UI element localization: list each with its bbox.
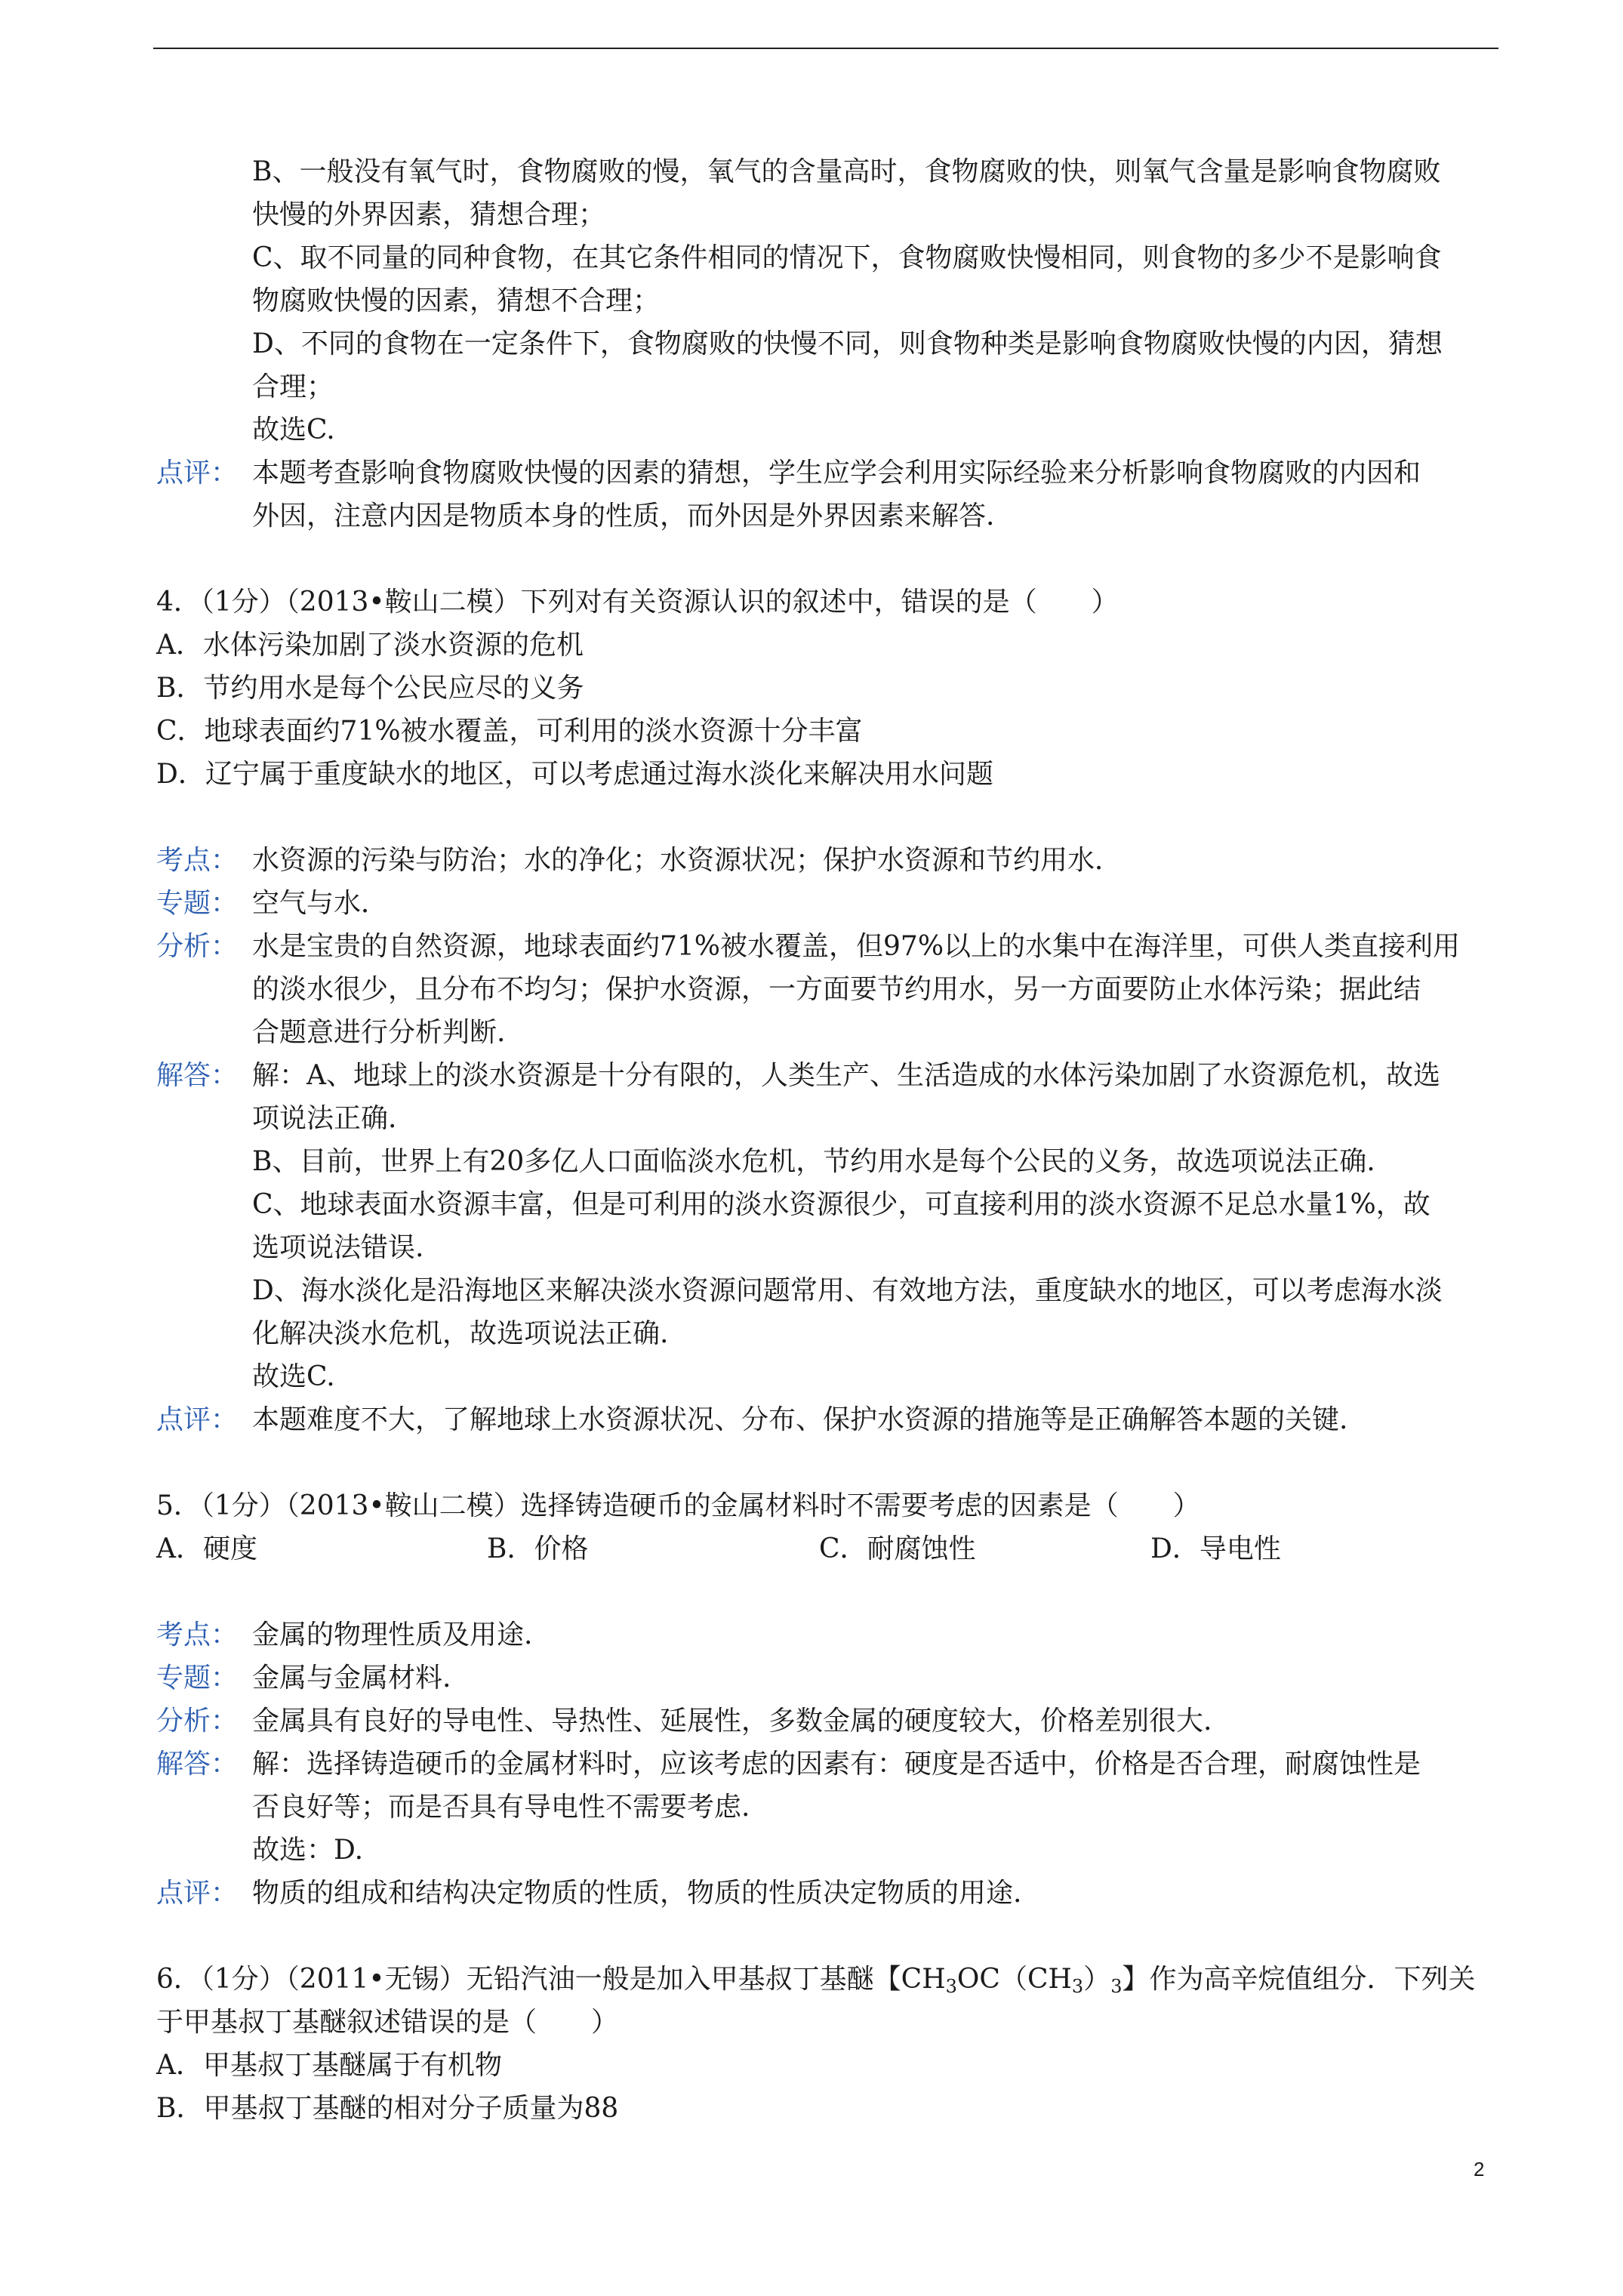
fenxi-text: 水是宝贵的自然资源，地球表面约71%被水覆盖，但97%以上的水集中在海洋里，可供人类直接利用 bbox=[252, 931, 1461, 962]
question-5-option-b: B．价格 bbox=[487, 1533, 589, 1564]
dianping-label: 点评： bbox=[156, 1404, 239, 1435]
jieda-text: 解：A、地球上的淡水资源是十分有限的，人类生产、生活造成的水体污染加剧了水资源危机，故选 bbox=[252, 1060, 1440, 1091]
jieda-text: 否良好等；而是否具有导电性不需要考虑. bbox=[252, 1792, 750, 1823]
dianping-text: 物质的组成和结构决定物质的性质，物质的性质决定物质的用途. bbox=[252, 1878, 1022, 1909]
zhuanti-label: 专题： bbox=[156, 1663, 239, 1693]
zhuanti-text: 空气与水． bbox=[252, 888, 389, 919]
subscript: 3 bbox=[945, 1976, 957, 1997]
subscript: 3 bbox=[1071, 1976, 1084, 1997]
jieda-text: 项说法正确. bbox=[252, 1103, 397, 1134]
jieda-text: D、海水淡化是沿海地区来解决淡水资源问题常用、有效地方法，重度缺水的地区，可以考虑海水淡 bbox=[252, 1275, 1443, 1306]
question-6-option-a: A．甲基叔丁基醚属于有机物 bbox=[156, 2050, 502, 2081]
prev-answer-line: B、一般没有氧气时，食物腐败的慢，氧气的含量高时，食物腐败的快，则氧气含量是影响食物腐败 bbox=[252, 156, 1441, 187]
kaodian-label: 考点： bbox=[156, 845, 239, 876]
fenxi-label: 分析： bbox=[156, 931, 239, 962]
question-6-option-b: B．甲基叔丁基醚的相对分子质量为88 bbox=[156, 2093, 619, 2124]
question-4-option-c: C．地球表面约71%被水覆盖，可利用的淡水资源十分丰富 bbox=[156, 716, 863, 747]
kaodian-text: 水资源的污染与防治；水的净化；水资源状况；保护水资源和节约用水． bbox=[252, 845, 1123, 876]
jieda-text: 化解决淡水危机，故选项说法正确. bbox=[252, 1318, 669, 1349]
dianping-text: 本题难度不大，了解地球上水资源状况、分布、保护水资源的措施等是正确解答本题的关键. bbox=[252, 1404, 1348, 1435]
dianping-label: 点评： bbox=[156, 1878, 239, 1909]
stem-text: ） bbox=[1083, 1964, 1111, 1995]
kaodian-label: 考点： bbox=[156, 1620, 239, 1650]
comment-text: 外因，注意内因是物质本身的性质，而外因是外界因素来解答. bbox=[252, 501, 995, 532]
jieda-text: 故选C. bbox=[252, 1361, 335, 1392]
stem-text: OC（CH bbox=[956, 1964, 1072, 1995]
question-5-stem: 5．（1分）（2013•鞍山二模）选择铸造硬币的金属材料时不需要考虑的因素是（ ） bbox=[156, 1490, 1200, 1521]
page-number: 2 bbox=[1474, 2158, 1485, 2180]
jieda-text: C、地球表面水资源丰富，但是可利用的淡水资源很少，可直接利用的淡水资源不足总水量1%，故 bbox=[252, 1189, 1431, 1220]
question-5-option-a: A．硬度 bbox=[156, 1533, 257, 1564]
question-5-option-d: D．导电性 bbox=[1150, 1533, 1281, 1564]
jieda-label: 解答： bbox=[156, 1060, 239, 1091]
jieda-text: 解：选择铸造硬币的金属材料时，应该考虑的因素有：硬度是否适中，价格是否合理，耐腐蚀性是 bbox=[252, 1749, 1421, 1780]
fenxi-text: 的淡水很少，且分布不均匀；保护水资源，一方面要节约用水，另一方面要防止水体污染；据此结 bbox=[252, 974, 1421, 1005]
comment-label: 点评： bbox=[156, 458, 239, 488]
prev-answer-line: 物腐败快慢的因素，猜想不合理； bbox=[252, 285, 661, 316]
prev-answer-line: C、取不同量的同种食物，在其它条件相同的情况下，食物腐败快慢相同，则食物的多少不是影响食 bbox=[252, 242, 1442, 273]
question-6-stem bbox=[156, 1965, 1475, 2002]
zhuanti-text: 金属与金属材料. bbox=[252, 1663, 451, 1693]
question-4-stem: 4．（1分）（2013•鞍山二模）下列对有关资源认识的叙述中，错误的是（ ） bbox=[156, 587, 1119, 618]
prev-answer-line: D、不同的食物在一定条件下，食物腐败的快慢不同，则食物种类是影响食物腐败快慢的内因，猜想 bbox=[252, 328, 1443, 359]
question-4-option-a: A．水体污染加剧了淡水资源的危机 bbox=[156, 630, 584, 661]
fenxi-text: 金属具有良好的导电性、导热性、延展性，多数金属的硬度较大，价格差别很大. bbox=[252, 1706, 1212, 1737]
jieda-text: 故选：D. bbox=[252, 1835, 364, 1866]
jieda-label: 解答： bbox=[156, 1749, 239, 1780]
prev-answer-line: 故选C. bbox=[252, 415, 335, 445]
stem-text: 6．（1分）（2011•无锡）无铅汽油一般是加入甲基叔丁基醚【CH bbox=[156, 1964, 946, 1995]
stem-text: 】作为高辛烷值组分．下列关 bbox=[1122, 1964, 1476, 1995]
header-rule bbox=[153, 48, 1498, 49]
prev-answer-line: 快慢的外界因素，猜想合理； bbox=[252, 199, 606, 230]
question-5-option-c: C．耐腐蚀性 bbox=[819, 1533, 976, 1564]
fenxi-label: 分析： bbox=[156, 1706, 239, 1737]
question-4-option-d: D．辽宁属于重度缺水的地区，可以考虑通过海水淡化来解决用水问题 bbox=[156, 759, 993, 790]
zhuanti-label: 专题： bbox=[156, 888, 239, 919]
jieda-text: B、目前，世界上有20多亿人口面临淡水危机，节约用水是每个公民的义务，故选项说法正确. bbox=[252, 1146, 1375, 1177]
fenxi-text: 合题意进行分析判断. bbox=[252, 1017, 506, 1048]
prev-answer-line: 合理； bbox=[252, 371, 334, 402]
question-6-stem-line2: 于甲基叔丁基醚叙述错误的是（ ） bbox=[156, 2007, 619, 2038]
subscript: 3 bbox=[1110, 1976, 1123, 1997]
question-4-option-b: B．节约用水是每个公民应尽的义务 bbox=[156, 673, 584, 704]
jieda-text: 选项说法错误. bbox=[252, 1232, 424, 1263]
kaodian-text: 金属的物理性质及用途. bbox=[252, 1620, 533, 1650]
comment-text: 本题考查影响食物腐败快慢的因素的猜想，学生应学会利用实际经验来分析影响食物腐败的内因和 bbox=[252, 458, 1421, 488]
